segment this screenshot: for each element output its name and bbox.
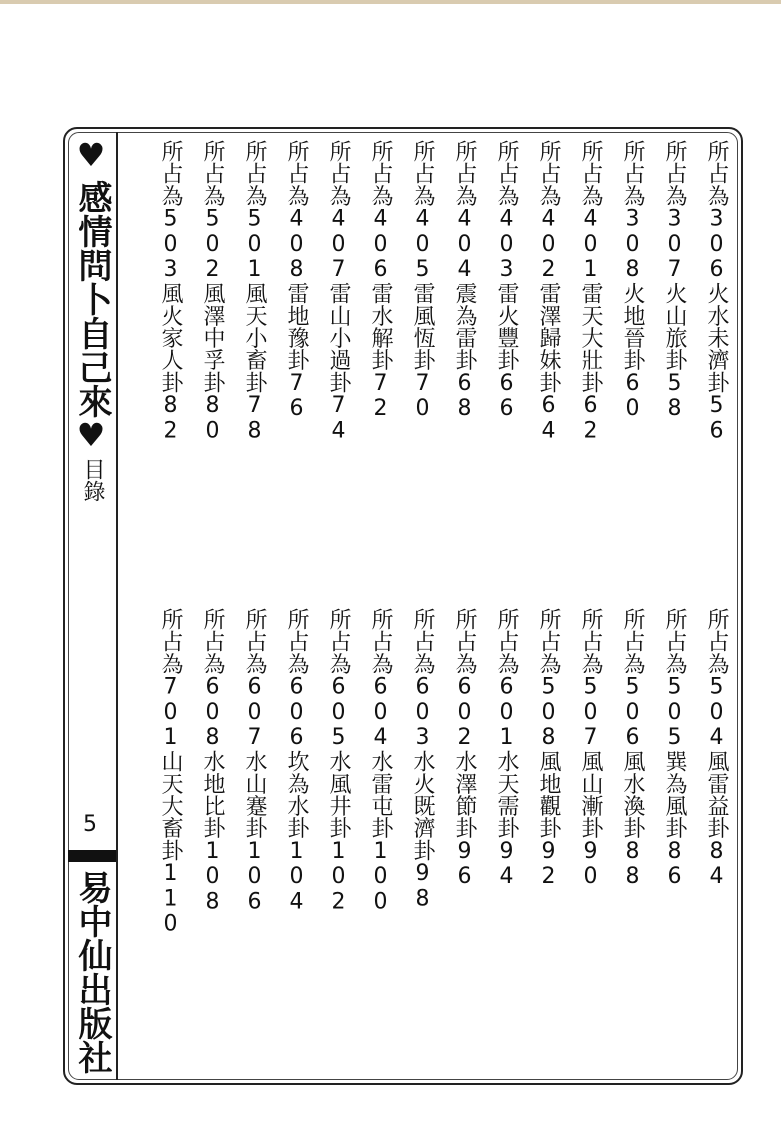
toc-entry[interactable]: 所占為604水雷屯卦100 xyxy=(368,608,393,915)
toc-entry[interactable]: 所占為508風地觀卦92 xyxy=(536,608,561,890)
toc-entry[interactable]: 所占為506風水渙卦88 xyxy=(620,608,645,890)
toc-entry[interactable]: 所占為306火水未濟卦56 xyxy=(704,140,729,444)
toc-entry[interactable]: 所占為401雷天大壯卦62 xyxy=(578,140,603,444)
title-spine-divider xyxy=(116,132,118,1080)
toc-entry[interactable]: 所占為602水澤節卦96 xyxy=(452,608,477,890)
toc-entry[interactable]: 所占為501風天小畜卦78 xyxy=(242,140,267,444)
toc-entry[interactable]: 所占為307火山旅卦58 xyxy=(662,140,687,422)
page-number: 5 xyxy=(83,812,97,837)
heart-icon: ♥ xyxy=(76,416,106,454)
page-top-edge xyxy=(0,0,781,4)
toc-entry[interactable]: 所占為606坎為水卦104 xyxy=(284,608,309,915)
toc-entry[interactable]: 所占為504風雷益卦84 xyxy=(704,608,729,890)
toc-entry[interactable]: 所占為404震為雷卦68 xyxy=(452,140,477,422)
toc-entry[interactable]: 所占為308火地晉卦60 xyxy=(620,140,645,422)
toc-entry[interactable]: 所占為605水風井卦102 xyxy=(326,608,351,915)
toc-entry[interactable]: 所占為507風山漸卦90 xyxy=(578,608,603,890)
divider-bar xyxy=(68,850,116,862)
section-title: 目錄 xyxy=(80,458,105,502)
toc-entry[interactable]: 所占為402雷澤歸妹卦64 xyxy=(536,140,561,444)
toc-entry[interactable]: 所占為601水天需卦94 xyxy=(494,608,519,890)
book-title: 感情問卜自己來 xyxy=(72,180,112,418)
toc-entry[interactable]: 所占為407雷山小過卦74 xyxy=(326,140,351,444)
toc-entry[interactable]: 所占為403雷火豐卦66 xyxy=(494,140,519,422)
toc-entry[interactable]: 所占為603水火既濟卦98 xyxy=(410,608,435,912)
toc-entry[interactable]: 所占為505巽為風卦86 xyxy=(662,608,687,890)
toc-entry[interactable]: 所占為607水山蹇卦106 xyxy=(242,608,267,915)
toc-entry[interactable]: 所占為406雷水解卦72 xyxy=(368,140,393,422)
toc-entry[interactable]: 所占為502風澤中孚卦80 xyxy=(200,140,225,444)
heart-icon: ♥ xyxy=(76,136,106,174)
toc-entry[interactable]: 所占為701山天大畜卦110 xyxy=(158,608,183,937)
toc-entry[interactable]: 所占為503風火家人卦82 xyxy=(158,140,183,444)
toc-entry[interactable]: 所占為608水地比卦108 xyxy=(200,608,225,915)
toc-entry[interactable]: 所占為408雷地豫卦76 xyxy=(284,140,309,422)
toc-entry[interactable]: 所占為405雷風恆卦70 xyxy=(410,140,435,422)
publisher-name: 易中仙出版社 xyxy=(72,870,112,1074)
